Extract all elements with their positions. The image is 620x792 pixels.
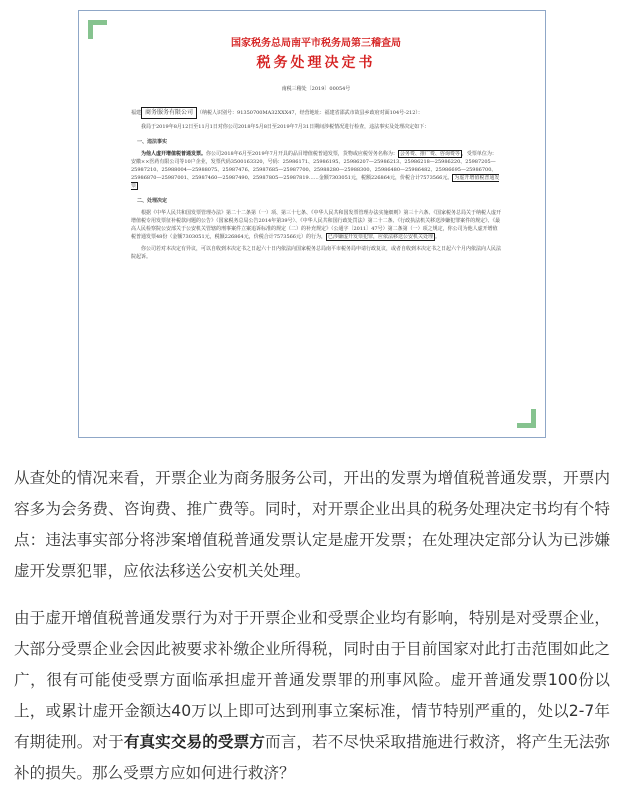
facts-text-b: ，受票单位为：安徽××医药有限公司等10户企业，发票代码3500163320，	[131, 151, 497, 165]
decision-text-a: 根据《中华人民共和国发票管理办法》第二十二条第（一）项、第三十七条、《中华人民共和国发票管理办法实施细则》第三十六条、《国家税务总局关于纳税人虚开增值税专用发票征补税款问题的公告》（国家税务总局公告2014年第39号）、《中华人民共和国行政处罚法》第二十二条、《行政执法机关移送涉嫌犯罪案件的规定》、《最高人民检察院公安部关于公安机关管辖的刑事案件立案追诉标准的规定（二）的补充规定》（公通字〔2011〕47号）第二条第（一）项之规定，你公司为他人虚开增值税普通发票48份（金额7303051元，税额226864元，价税合计7573566元）的行为，	[131, 210, 502, 240]
facts-text-a: 你公司2018年6月至2019年7月开具的品目增值税普通发票，货物或应税劳务名称为：	[206, 151, 398, 157]
facts-lead: 为他人虚开增值税普通发票。	[141, 151, 207, 157]
corner-mark-bottom-right	[517, 409, 536, 428]
highlight-invoice-items: 会务费、推广费、咨询费等	[399, 151, 460, 157]
corner-mark-top-left	[88, 20, 107, 39]
section-heading-facts: 一、违法事实	[137, 139, 168, 145]
document-image	[78, 10, 546, 438]
addressee-prefix: 福建	[131, 110, 142, 116]
decision-text-b: 。	[435, 234, 441, 240]
facts-text-c: 号码：25986171、25986195、25986207—25986213、25986218—25986220、25987205—25987210、25988004—25988075、25987476、25987685—25987700、25988280—25988300、25986480—25986482、25986695—25986700、25986870—25987001、25987460—25987490、25987805—25987819……金额7303051元，税额226864元，价税合计7573566元。	[131, 159, 497, 181]
paragraph-2-emphasis: 有真实交易的受票方	[123, 733, 265, 751]
paragraph-2-text-a: 由于虚开增值税普通发票行为对于开票企业和受票企业均有影响，特别是对受票企业，大部分受票企业会因此被要求补缴企业所得税，同时由于目前国家对此打击范围如此之广，很有可能使受票方面临承担虚开普通发票罪的刑事风险。虚开普通发票100份以上，或累计虚开金额达40万以上即可达到刑事立案标准，情节特别严重的，处以2-7年有期徒刑。对于	[14, 609, 610, 751]
document-decision	[131, 209, 501, 241]
article-paragraph-2	[14, 603, 610, 789]
paragraph-2-text-b: 而言，若不尽快采取措施进行救济，将产生无法弥补的损失。那么受票方应如何进行救济？	[14, 733, 610, 782]
section-heading-decision: 二、处理决定	[137, 198, 168, 204]
highlight-company-name: 商务服务有限公司	[141, 107, 197, 119]
document-facts	[131, 150, 501, 190]
document-number: 南税三稽处〔2019〕00054号	[281, 86, 351, 92]
document-addressee	[131, 107, 501, 119]
article-paragraph-1: 从查处的情况来看，开票企业为商务服务公司，开出的发票为增值税普通发票，开票内容多为会务费、咨询费、推广费等。同时，对开票企业出具的税务处理决定书均有个特点：违法事实部分将涉案增值税普通发票认定是虚开发票；在处理决定部分认为已涉嫌虚开发票犯罪，应依法移送公安机关处理。	[14, 469, 610, 580]
article-body	[14, 463, 610, 789]
highlight-false-invoice: 为虚开增值税普通发票	[131, 175, 500, 189]
document-appeal-notice: 你公司若对本决定有异议，可以自收到本决定书之日起六十日内依法向国家税务总局南平市税务局申请行政复议，或者自收到本决定书之日起六个月内依法向人民法院起诉。	[131, 246, 502, 260]
highlight-crime-referral: 已涉嫌虚开发票犯罪，应依法移送公安机关处理	[328, 234, 434, 240]
tax-decision-document	[131, 37, 501, 265]
addressee-details: （纳税人识别号：91350700MA32XXX47，经营地址：福建省邵武市故县乡政府对面104号-212）：	[197, 110, 423, 116]
document-issuer: 国家税务总局南平市税务局第三稽查局	[231, 38, 401, 49]
document-title: 税务处理决定书	[256, 55, 376, 71]
document-intro: 我局于2019年8月12日至11月1日对你公司2018年5月8日至2019年7月31日期间涉税情况进行检查，违法事实及处理决定如下：	[141, 124, 430, 130]
